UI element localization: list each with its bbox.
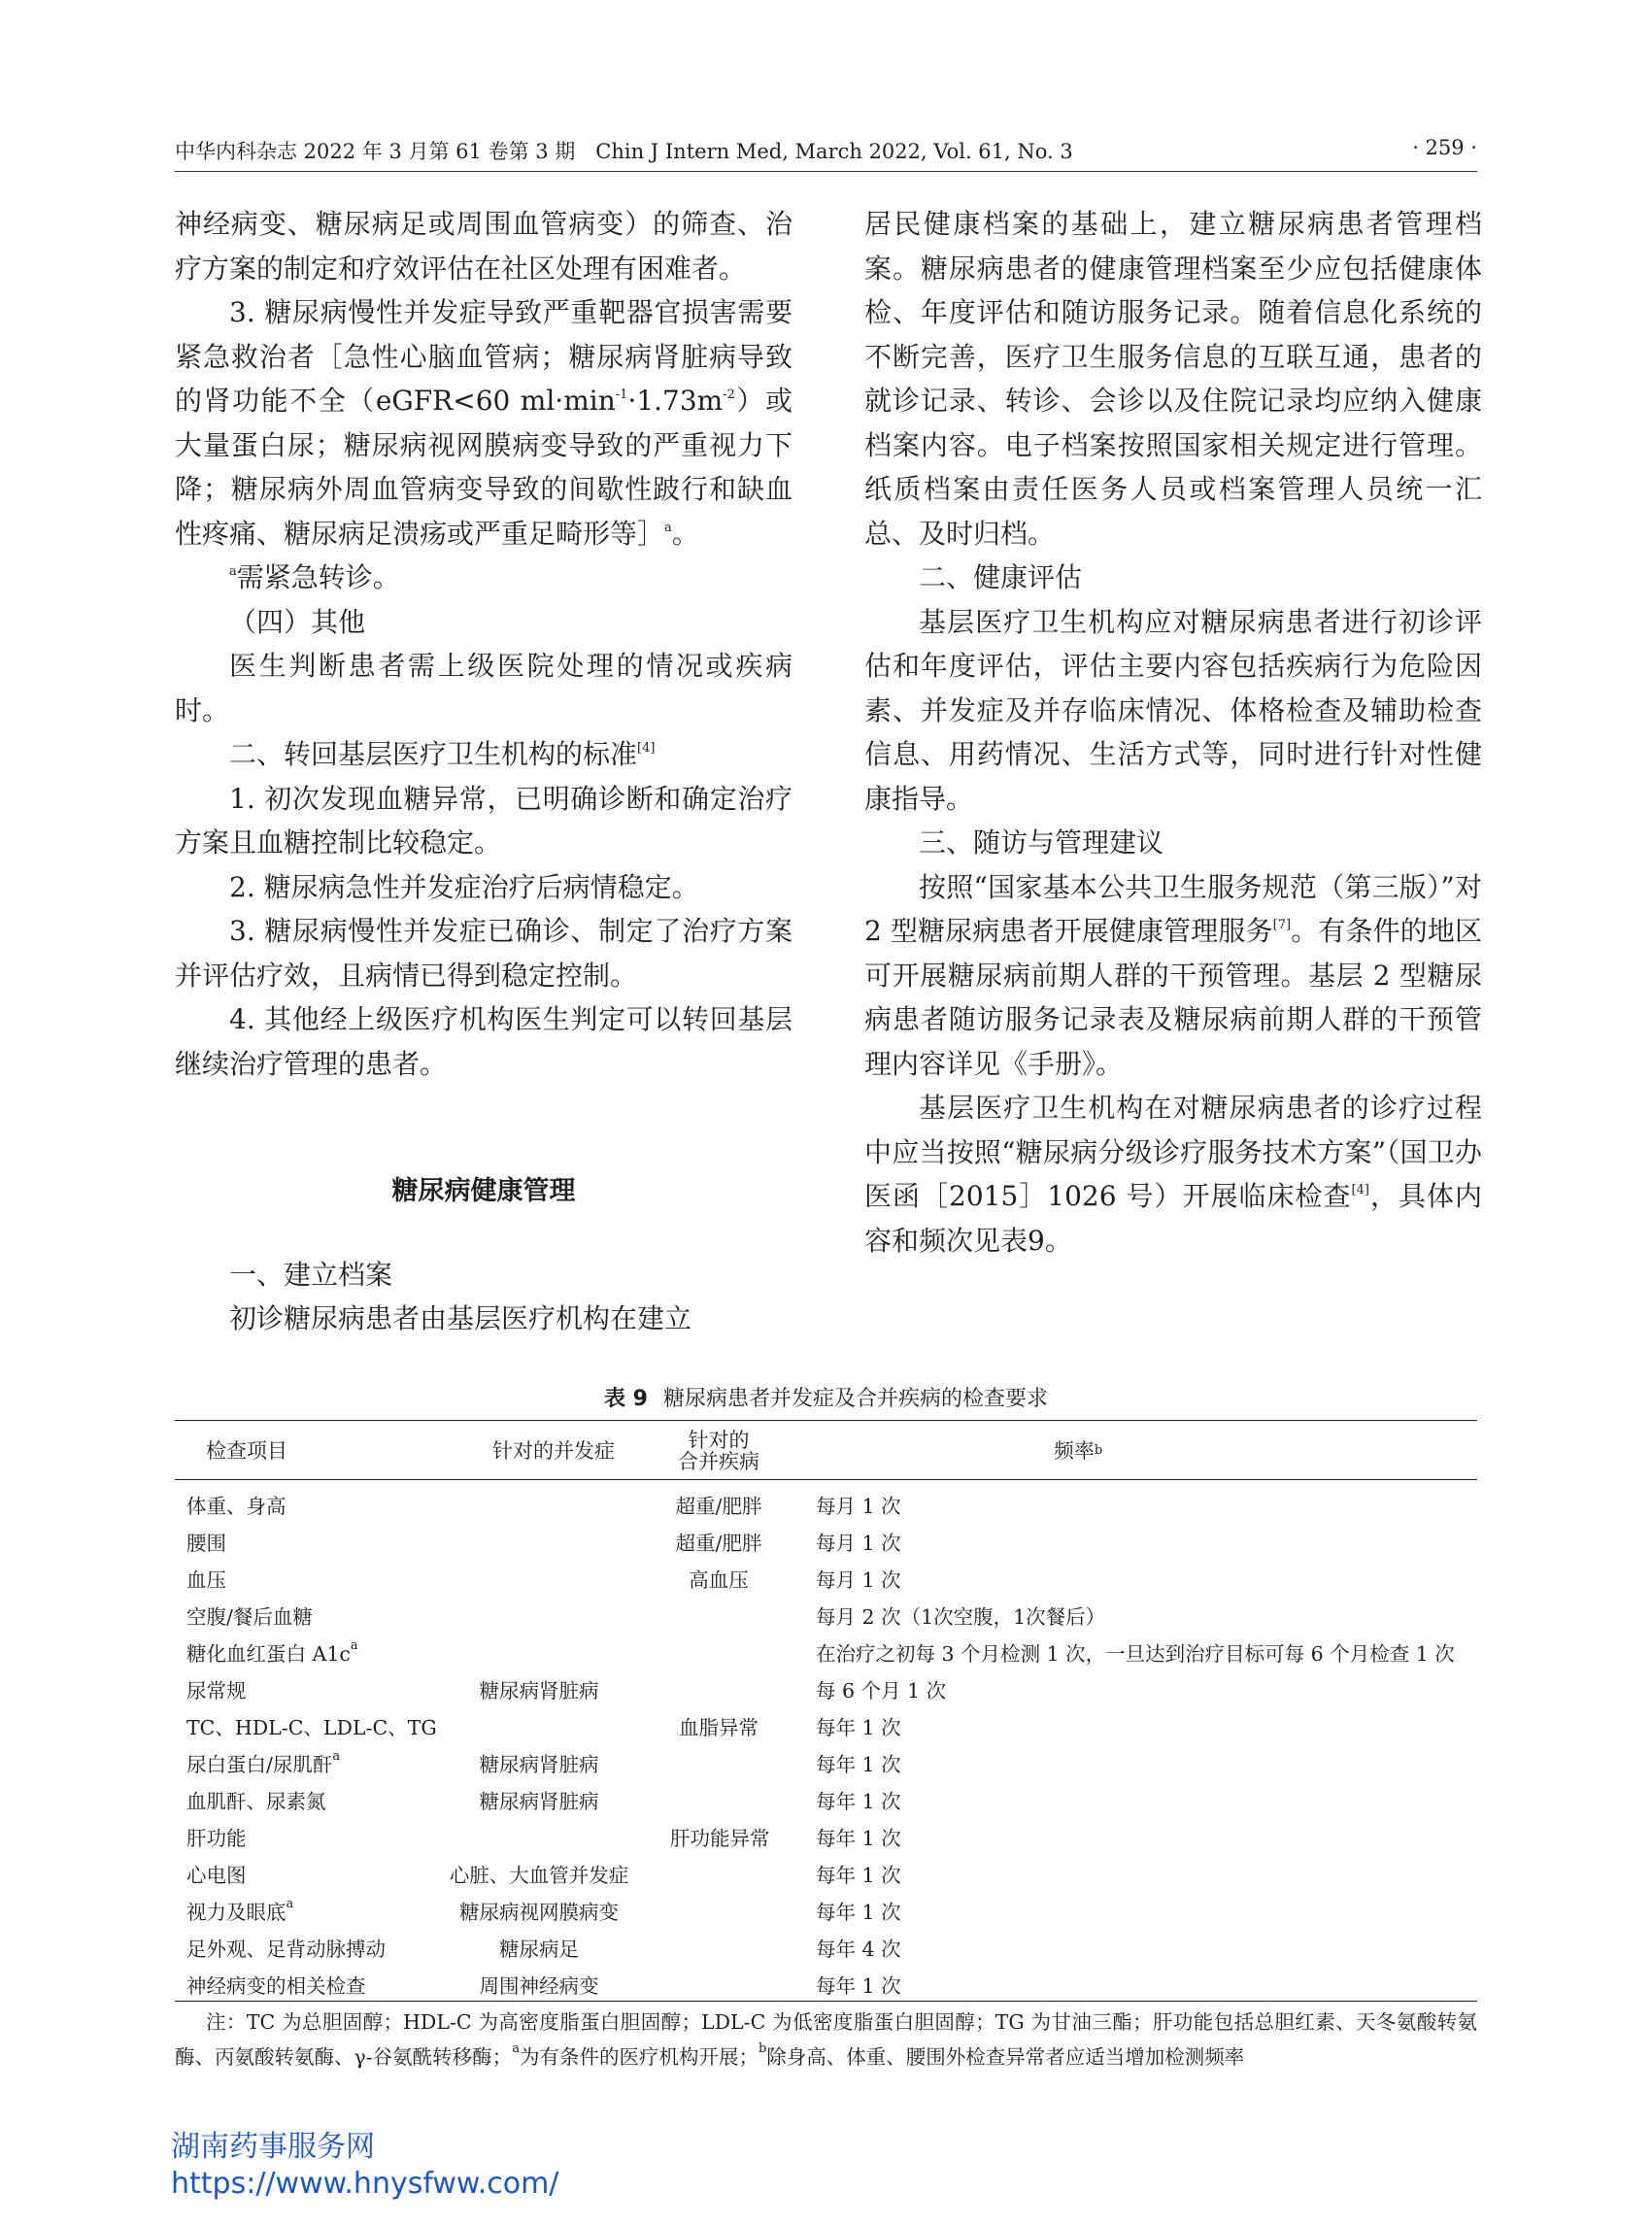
table-row (175, 1853, 1477, 1890)
subheading-return-criteria: 二、转回基层医疗卫生机构的标准[4] (229, 738, 656, 770)
cell-comorbidity: 肝功能异常 (670, 1827, 770, 1850)
table-row (175, 1521, 1477, 1558)
cell-complication: 周围神经病变 (479, 1974, 599, 1998)
cell-frequency: 每年 1 次 (816, 1901, 901, 1924)
table-row (175, 1484, 1477, 1521)
table-header (175, 1426, 1477, 1476)
cell-exam-item: 腰围 (186, 1532, 226, 1555)
cell-frequency: 每年 1 次 (816, 1974, 901, 1998)
paragraph: 基层医疗卫生机构在对糖尿病患者的诊疗过程中应当按照“糖尿病分级诊疗服务技术方案”（国卫办医函［2015］1026 号）开展临床检查[4]，具体内容和频次见表9。 (864, 1092, 1482, 1257)
cell-comorbidity: 超重/肥胖 (675, 1495, 762, 1518)
cell-exam-item: 肝功能 (186, 1827, 247, 1850)
header-comorbidity: 针对的 合并疾病 (678, 1429, 759, 1473)
cell-exam-item: 尿白蛋白/尿肌酐$^a$ (186, 1749, 341, 1776)
paragraph: 按照“国家基本公共卫生服务规范（第三版）”对 2 型糖尿病患者开展健康管理服务[7]。有条件的地区可开展糖尿病前期人群的干预管理。基层 2 型糖尿病患者随访服务记录表及糖尿病前期人群的干预管理内容详见《手册》。 (864, 870, 1482, 1080)
watermark-site-name: 湖南药事服务网 (171, 2130, 375, 2164)
cell-frequency: 每年 4 次 (816, 1938, 901, 1961)
cell-exam-item: 血压 (186, 1568, 226, 1592)
cell-exam-item: 视力及眼底$^a$ (186, 1897, 294, 1924)
watermark-url[interactable]: https://www.hnysfww.com/ (171, 2167, 559, 2201)
subheading-establish-file: 一、建立档案 (229, 1258, 393, 1291)
table-row (175, 1669, 1477, 1705)
cell-frequency: 每年 1 次 (816, 1827, 901, 1850)
cell-exam-item: 糖化血红蛋白 $A1c^a$ (186, 1638, 358, 1666)
table-row (175, 1964, 1477, 2001)
table-title: 糖尿病患者并发症及合并疾病的检查要求 (662, 1387, 1048, 1411)
cell-comorbidity: 高血压 (689, 1568, 749, 1592)
cell-complication: 心脏、大血管并发症 (449, 1864, 629, 1887)
table-row (175, 1927, 1477, 1964)
citation: [7] (1272, 918, 1292, 932)
header-frequency: 频率 b (1053, 1439, 1103, 1463)
citation: [4] (1351, 1183, 1369, 1197)
table-row (175, 1632, 1477, 1669)
paragraph-item-3b: 3. 糖尿病慢性并发症已确诊、制定了治疗方案并评估疗效，且病情已得到稳定控制。 (175, 915, 792, 992)
page-header (175, 132, 1477, 171)
paragraph: 居民健康档案的基础上，建立糖尿病患者管理档案。糖尿病患者的健康管理档案至少应包括健康体检、年度评估和随访服务记录。随着信息化系统的不断完善，医疗卫生服务信息的互联互通，患者的就诊记录、转诊、会诊以及住院记录均应纳入健康档案内容。电子档案按照国家相关规定进行管理。纸质档案由责任医务人员或档案管理人员统一汇总、及时归档。 (864, 208, 1482, 550)
site-watermark (171, 2129, 558, 2203)
citation: [4] (637, 741, 656, 756)
cell-exam-item: TC、HDL-C、LDL-C、TG (186, 1716, 437, 1739)
paragraph: 基层医疗卫生机构应对糖尿病患者进行初诊评估和年度评估，评估主要内容包括疾病行为危险因素、并发症及并存临床情况、体格检查及辅助检查信息、用药情况、生活方式等，同时进行针对性健康指导。 (864, 605, 1482, 815)
cell-frequency: 每月 1 次 (816, 1532, 901, 1555)
table-caption (175, 1382, 1477, 1412)
cell-exam-item: 血肌酐、尿素氮 (186, 1790, 326, 1813)
cell-frequency: 每年 1 次 (816, 1864, 901, 1887)
cell-exam-item: 神经病变的相关检查 (186, 1974, 366, 1998)
cell-exam-item: 足外观、足背动脉搏动 (186, 1938, 386, 1961)
table-row (175, 1742, 1477, 1779)
paragraph-item-1: 1. 初次发现血糖异常，已明确诊断和确定治疗方案且血糖控制比较稳定。 (175, 782, 792, 859)
cell-exam-item: 尿常规 (186, 1679, 247, 1702)
cell-exam-item: 心电图 (186, 1864, 247, 1887)
header-rule (175, 171, 1477, 172)
subheading-follow-up: 三、随访与管理建议 (919, 826, 1164, 859)
table-header-rule (175, 1479, 1477, 1480)
cell-exam-item: 空腹/餐后血糖 (186, 1605, 313, 1629)
table-row (175, 1595, 1477, 1632)
table-row (175, 1890, 1477, 1927)
cell-comorbidity: 超重/肥胖 (675, 1532, 762, 1555)
table-top-rule (175, 1420, 1477, 1421)
page-number: · 259 · (1412, 136, 1477, 159)
cell-complication: 糖尿病肾脏病 (479, 1679, 599, 1702)
left-column (175, 202, 792, 1341)
cell-frequency: 每 6 个月 1 次 (816, 1679, 947, 1702)
subheading-other: （四）其他 (229, 605, 366, 638)
footnote-urgent: $^a$需紧急转诊。 (229, 561, 400, 593)
right-column (864, 202, 1482, 1263)
cell-complication: 糖尿病肾脏病 (479, 1790, 599, 1813)
journal-citation: 中华内科杂志 2022 年 3 月第 61 卷第 3 期 Chin J Intern Med, March 2022, Vol. 61, No. 3 (175, 140, 1073, 163)
cell-complication: 糖尿病视网膜病变 (459, 1901, 619, 1924)
table-body (175, 1484, 1477, 2001)
paragraph: 初诊糖尿病患者由基层医疗机构在建立 (229, 1302, 692, 1334)
section-title: 糖尿病健康管理 (391, 1176, 576, 1206)
table-row (175, 1779, 1477, 1816)
cell-exam-item: 体重、身高 (186, 1495, 287, 1518)
cell-frequency: 每月 1 次 (816, 1495, 901, 1518)
cell-frequency: 每年 1 次 (816, 1753, 901, 1776)
table-label: 表 9 (604, 1387, 648, 1411)
subheading-health-assessment: 二、健康评估 (919, 561, 1083, 593)
cell-comorbidity: 血脂异常 (679, 1716, 759, 1739)
table-row (175, 1558, 1477, 1595)
cell-frequency: 每月 2 次（1次空腹，1次餐后） (816, 1605, 1106, 1629)
paragraph: 神经病变、糖尿病足或周围血管病变）的筛查、治疗方案的制定和疗效评估在社区处理有困难者。 (175, 208, 792, 285)
table-row (175, 1816, 1477, 1853)
cell-frequency: 每年 1 次 (816, 1790, 901, 1813)
cell-complication: 糖尿病足 (499, 1938, 579, 1961)
cell-frequency: 在治疗之初每 3 个月检测 1 次，一旦达到治疗目标可每 6 个月检查 1 次 (816, 1642, 1455, 1666)
paragraph-item-4: 4. 其他经上级医疗机构医生判定可以转回基层继续治疗管理的患者。 (175, 1003, 792, 1080)
cell-frequency: 每月 1 次 (816, 1568, 901, 1592)
table-note: 注：TC 为总胆固醇；HDL-C 为高密度脂蛋白胆固醇；LDL-C 为低密度脂蛋白胆固醇；TG 为甘油三酯；肝功能包括总胆红素、天冬氨酸转氨酶、丙氨酸转氨酶、γ-谷氨酰转移酶；$^a$为有条件的医疗机构开展；$^b$除身高、体重、腰围外检查异常者应适当增加检测频率 (175, 2010, 1477, 2069)
paragraph: 医生判断患者需上级医院处理的情况或疾病时。 (175, 650, 792, 726)
header-exam-item: 检查项目 (206, 1439, 287, 1463)
header-complication: 针对的并发症 (492, 1439, 615, 1463)
paragraph-item-2: 2. 糖尿病急性并发症治疗后病情稳定。 (229, 870, 699, 903)
cell-frequency: 每年 1 次 (816, 1716, 901, 1739)
table-bottom-rule (175, 2001, 1477, 2002)
paragraph-item-3: 3. 糖尿病慢性并发症导致严重靶器官损害需要紧急救治者［急性心脑血管病；糖尿病肾脏病导致的肾功能不全（eGFR<60 $ml\cdot\min^{-1}\cdot 1.73m^{-2}$）或大量蛋白尿；糖尿病视网膜病变导致的严重视力下降；糖尿病外周血管病变导致的间歇性跛行和缺血性疼痛、糖尿病足溃疡或严重足畸形等］$^a$。 (175, 296, 792, 550)
table-row (175, 1705, 1477, 1742)
cell-complication: 糖尿病肾脏病 (479, 1753, 599, 1776)
